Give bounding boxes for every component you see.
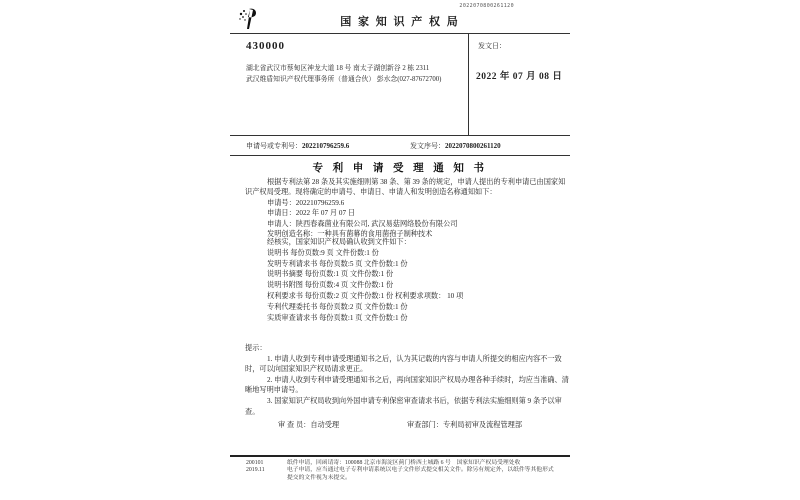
application-number bbox=[246, 141, 349, 151]
postal-code: 430000 bbox=[246, 40, 285, 52]
barcode-number: 2022070800261120 bbox=[459, 3, 514, 9]
footer-text: 纸件申请，回函请寄：100088 北京市海淀区蓟门桥西土城路 6 号 国家知识产权局受理处收 bbox=[287, 460, 521, 466]
note-item: 2. 申请人收到专利申请受理通知书之后，再向国家知识产权局办理各种手续时，均应当准确、清晰地写明申请号。 bbox=[245, 375, 569, 395]
vertical-divider bbox=[468, 33, 469, 135]
received-item: 实质审查请求书 每份页数:1 页 文件份数:1 份 bbox=[267, 313, 408, 322]
note-item: 1. 申请人收到专利申请受理通知书之后，认为其记载的内容与申请人所提交的相应内容不一致时，可以向国家知识产权局请求更正。 bbox=[245, 354, 562, 374]
header-divider bbox=[230, 33, 570, 34]
issue-date-value: 2022 年 07 月 08 日 bbox=[476, 72, 563, 82]
notes-section bbox=[245, 343, 571, 417]
form-code: 200101 bbox=[246, 460, 264, 466]
received-item: 专利代理委托书 每份页数:2 页 文件份数:1 份 bbox=[267, 302, 408, 311]
section-divider-top bbox=[230, 135, 570, 136]
note-item: 3. 国家知识产权局收到向外国申请专利保密审查请求书后，依据专利法实施细则第 9 条予以审查。 bbox=[245, 396, 562, 416]
agency-title: 国 家 知 识 产 权 局 bbox=[340, 16, 460, 28]
recipient-address-line-2: 武汉维盾知识产权代理事务所（普通合伙） 彭水念(027-87672700) bbox=[246, 76, 442, 83]
field-invention-title: 发明创造名称：一种具有菌幕的食用菌孢子制种技术 bbox=[267, 230, 433, 239]
department-field bbox=[407, 420, 522, 430]
serial-number-label: 发文序号： bbox=[410, 142, 445, 150]
examiner-field bbox=[278, 420, 339, 430]
received-intro: 经核实，国家知识产权局确认收到文件如下： bbox=[267, 238, 411, 246]
received-documents-list bbox=[245, 237, 569, 323]
footer-notes bbox=[230, 460, 570, 482]
field-filing-date: 申请日：2022 年 07 月 07 日 bbox=[267, 209, 356, 218]
received-item: 说明书 每份页数:9 页 文件份数:1 份 bbox=[267, 248, 379, 257]
serial-number bbox=[410, 141, 501, 151]
field-application-number: 申请号：202210796259.6 bbox=[267, 198, 345, 207]
application-number-label: 申请号或专利号： bbox=[246, 142, 302, 150]
examiner-label: 审 查 员： bbox=[278, 421, 311, 429]
footer-text: 电子申请，应当通过电子专利申请系统以电子文件形式提交相关文件。除另有规定外，以纸件等其他形式提交的文件视为未提交。 bbox=[287, 467, 554, 481]
field-applicants: 申请人：陕西春森菌业有限公司, 武汉易菇网络股份有限公司 bbox=[267, 219, 458, 228]
form-revision: 2019.11 bbox=[246, 467, 265, 474]
received-item: 说明书附图 每份页数:4 页 文件份数:1 份 bbox=[267, 281, 394, 290]
patent-acceptance-notice-page bbox=[230, 0, 570, 500]
application-number-value: 202210796259.6 bbox=[302, 142, 350, 150]
section-divider-bottom bbox=[230, 155, 570, 156]
recipient-address-line-1: 湖北省武汉市蔡甸区神龙大道 18 号 南太子湖创新谷 2 栋 2311 bbox=[246, 65, 430, 72]
intro-paragraph: 根据专利法第 28 条及其实施细则第 38 条、第 39 条的规定，申请人提出的专利申请已由国家知识产权局受理。现将确定的申请号、申请日、申请人和发明创造名称通知如下： bbox=[245, 178, 566, 197]
issue-date-label: 发文日： bbox=[478, 42, 506, 50]
notes-title: 提示： bbox=[245, 344, 267, 352]
examiner-value: 自动受理 bbox=[310, 421, 340, 429]
footer-row-electronic bbox=[230, 467, 570, 482]
notice-body bbox=[245, 177, 569, 239]
department-label: 审查部门： bbox=[407, 421, 443, 429]
department-value: 专利局初审及流程管理部 bbox=[442, 421, 523, 429]
serial-number-value: 2022070800261120 bbox=[445, 142, 501, 150]
footer-divider bbox=[230, 455, 570, 457]
received-item: 说明书摘要 每份页数:1 页 文件份数:1 份 bbox=[267, 270, 394, 279]
received-item: 发明专利请求书 每份页数:5 页 文件份数:1 份 bbox=[267, 259, 408, 268]
received-item: 权利要求书 每份页数:2 页 文件份数:1 份 权利要求项数： 10 项 bbox=[267, 291, 464, 300]
notice-title: 专 利 申 请 受 理 通 知 书 bbox=[312, 163, 488, 174]
